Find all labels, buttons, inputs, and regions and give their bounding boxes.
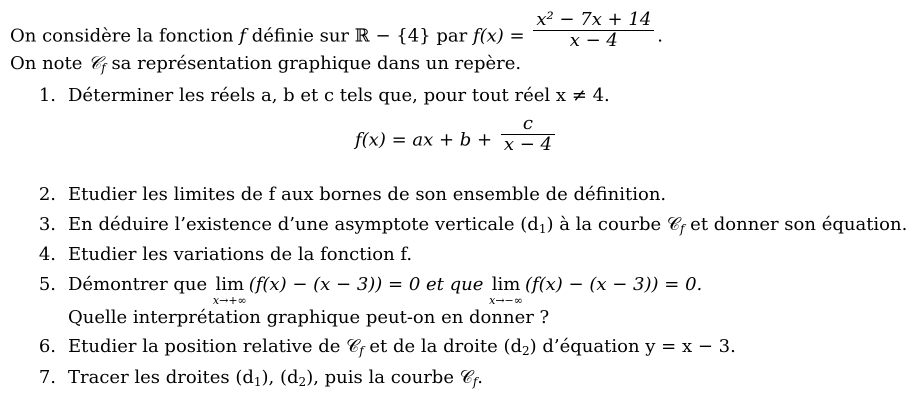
domain: ℝ − {4}: [354, 25, 431, 47]
item-number: 3.: [38, 214, 56, 235]
formula-abc: [355, 113, 558, 155]
curve-symbol: 𝒞: [88, 53, 102, 74]
item-number: 7.: [38, 367, 56, 388]
intro-line-2: [10, 53, 521, 79]
lim-label: lim: [491, 274, 521, 295]
intro-text-3: On note: [10, 53, 83, 74]
list-item-5: [20, 274, 702, 306]
item-number: 2.: [38, 184, 56, 205]
item-text: En déduire l’existence d’une asymptote verticale (d: [68, 214, 539, 235]
lim-subscript: x→−∞: [489, 294, 523, 307]
item-subscript-3: f: [472, 375, 478, 389]
fraction-denominator: x − 4: [569, 30, 618, 51]
fx-label: f(x) =: [472, 25, 525, 47]
item-number: 4.: [38, 244, 56, 265]
lim-subscript: x→+∞: [212, 294, 247, 307]
item-text-4: .: [477, 367, 484, 388]
item-text-3: et donner son équation.: [684, 214, 907, 235]
intro-text-1: On considère la fonction: [10, 25, 234, 47]
item-text: Déterminer les réels a, b et c tels que, pour tout réel x ≠ 4.: [68, 85, 610, 106]
list-item-3: [20, 214, 907, 240]
intro-line-1: [10, 9, 664, 51]
list-item-5-line-2: [68, 307, 549, 329]
list-item-4: [20, 244, 412, 266]
item-text: Tracer les droites (d: [68, 367, 254, 388]
list-item-1: [20, 85, 610, 107]
item-text: Quelle interprétation graphique peut-on en donner ?: [68, 307, 550, 328]
item-subscript-2: f: [680, 222, 685, 236]
item-text-3: ) d’équation y = x − 3.: [529, 336, 736, 357]
list-item-6: [20, 336, 736, 362]
item-subscript: 1: [253, 375, 262, 389]
formula-fraction: [501, 114, 555, 155]
item-text: Démontrer que: [68, 274, 208, 295]
limit-expression-1: (f(x) − (x − 3)) = 0 et que: [248, 274, 484, 295]
item-subscript-2: 2: [298, 375, 307, 389]
item-text-2: et de la droite (d: [363, 336, 522, 357]
item-subscript-2: 2: [522, 344, 530, 358]
limit-plus-infinity: [213, 274, 247, 306]
item-number: 5.: [38, 274, 56, 295]
curve-subscript: f: [101, 61, 106, 75]
list-item-7: [20, 367, 483, 393]
formula-lhs: f(x) = ax + b +: [355, 129, 493, 151]
intro-text-4: sa représentation graphique dans un repère.: [111, 53, 522, 74]
item-number: 1.: [38, 85, 56, 106]
item-subscript: f: [359, 344, 364, 358]
limit-minus-infinity: [489, 274, 523, 306]
lim-label: lim: [215, 274, 245, 295]
formula-numerator: c: [501, 114, 555, 135]
item-text-2: ), (d: [261, 367, 299, 388]
function-name: f: [239, 25, 246, 47]
item-text: Etudier les variations de la fonction f.: [68, 244, 413, 265]
limit-expression-2: (f(x) − (x − 3)) = 0.: [524, 274, 703, 295]
intro-text-par: par: [436, 25, 468, 47]
intro-dot: .: [657, 25, 664, 47]
formula-denominator: x − 4: [503, 134, 552, 155]
intro-text-2: définie sur: [251, 25, 350, 47]
item-subscript: 1: [538, 222, 547, 236]
item-number: 6.: [38, 336, 56, 357]
item-text-2: ) à la courbe 𝒞: [546, 214, 680, 235]
function-fraction: [533, 10, 654, 51]
fraction-numerator: x² − 7x + 14: [533, 10, 654, 31]
item-text: Etudier les limites de f aux bornes de son ensemble de définition.: [68, 184, 667, 205]
item-text-3: ), puis la courbe 𝒞: [306, 367, 473, 388]
list-item-2: [20, 184, 666, 206]
item-text: Etudier la position relative de 𝒞: [68, 336, 360, 357]
